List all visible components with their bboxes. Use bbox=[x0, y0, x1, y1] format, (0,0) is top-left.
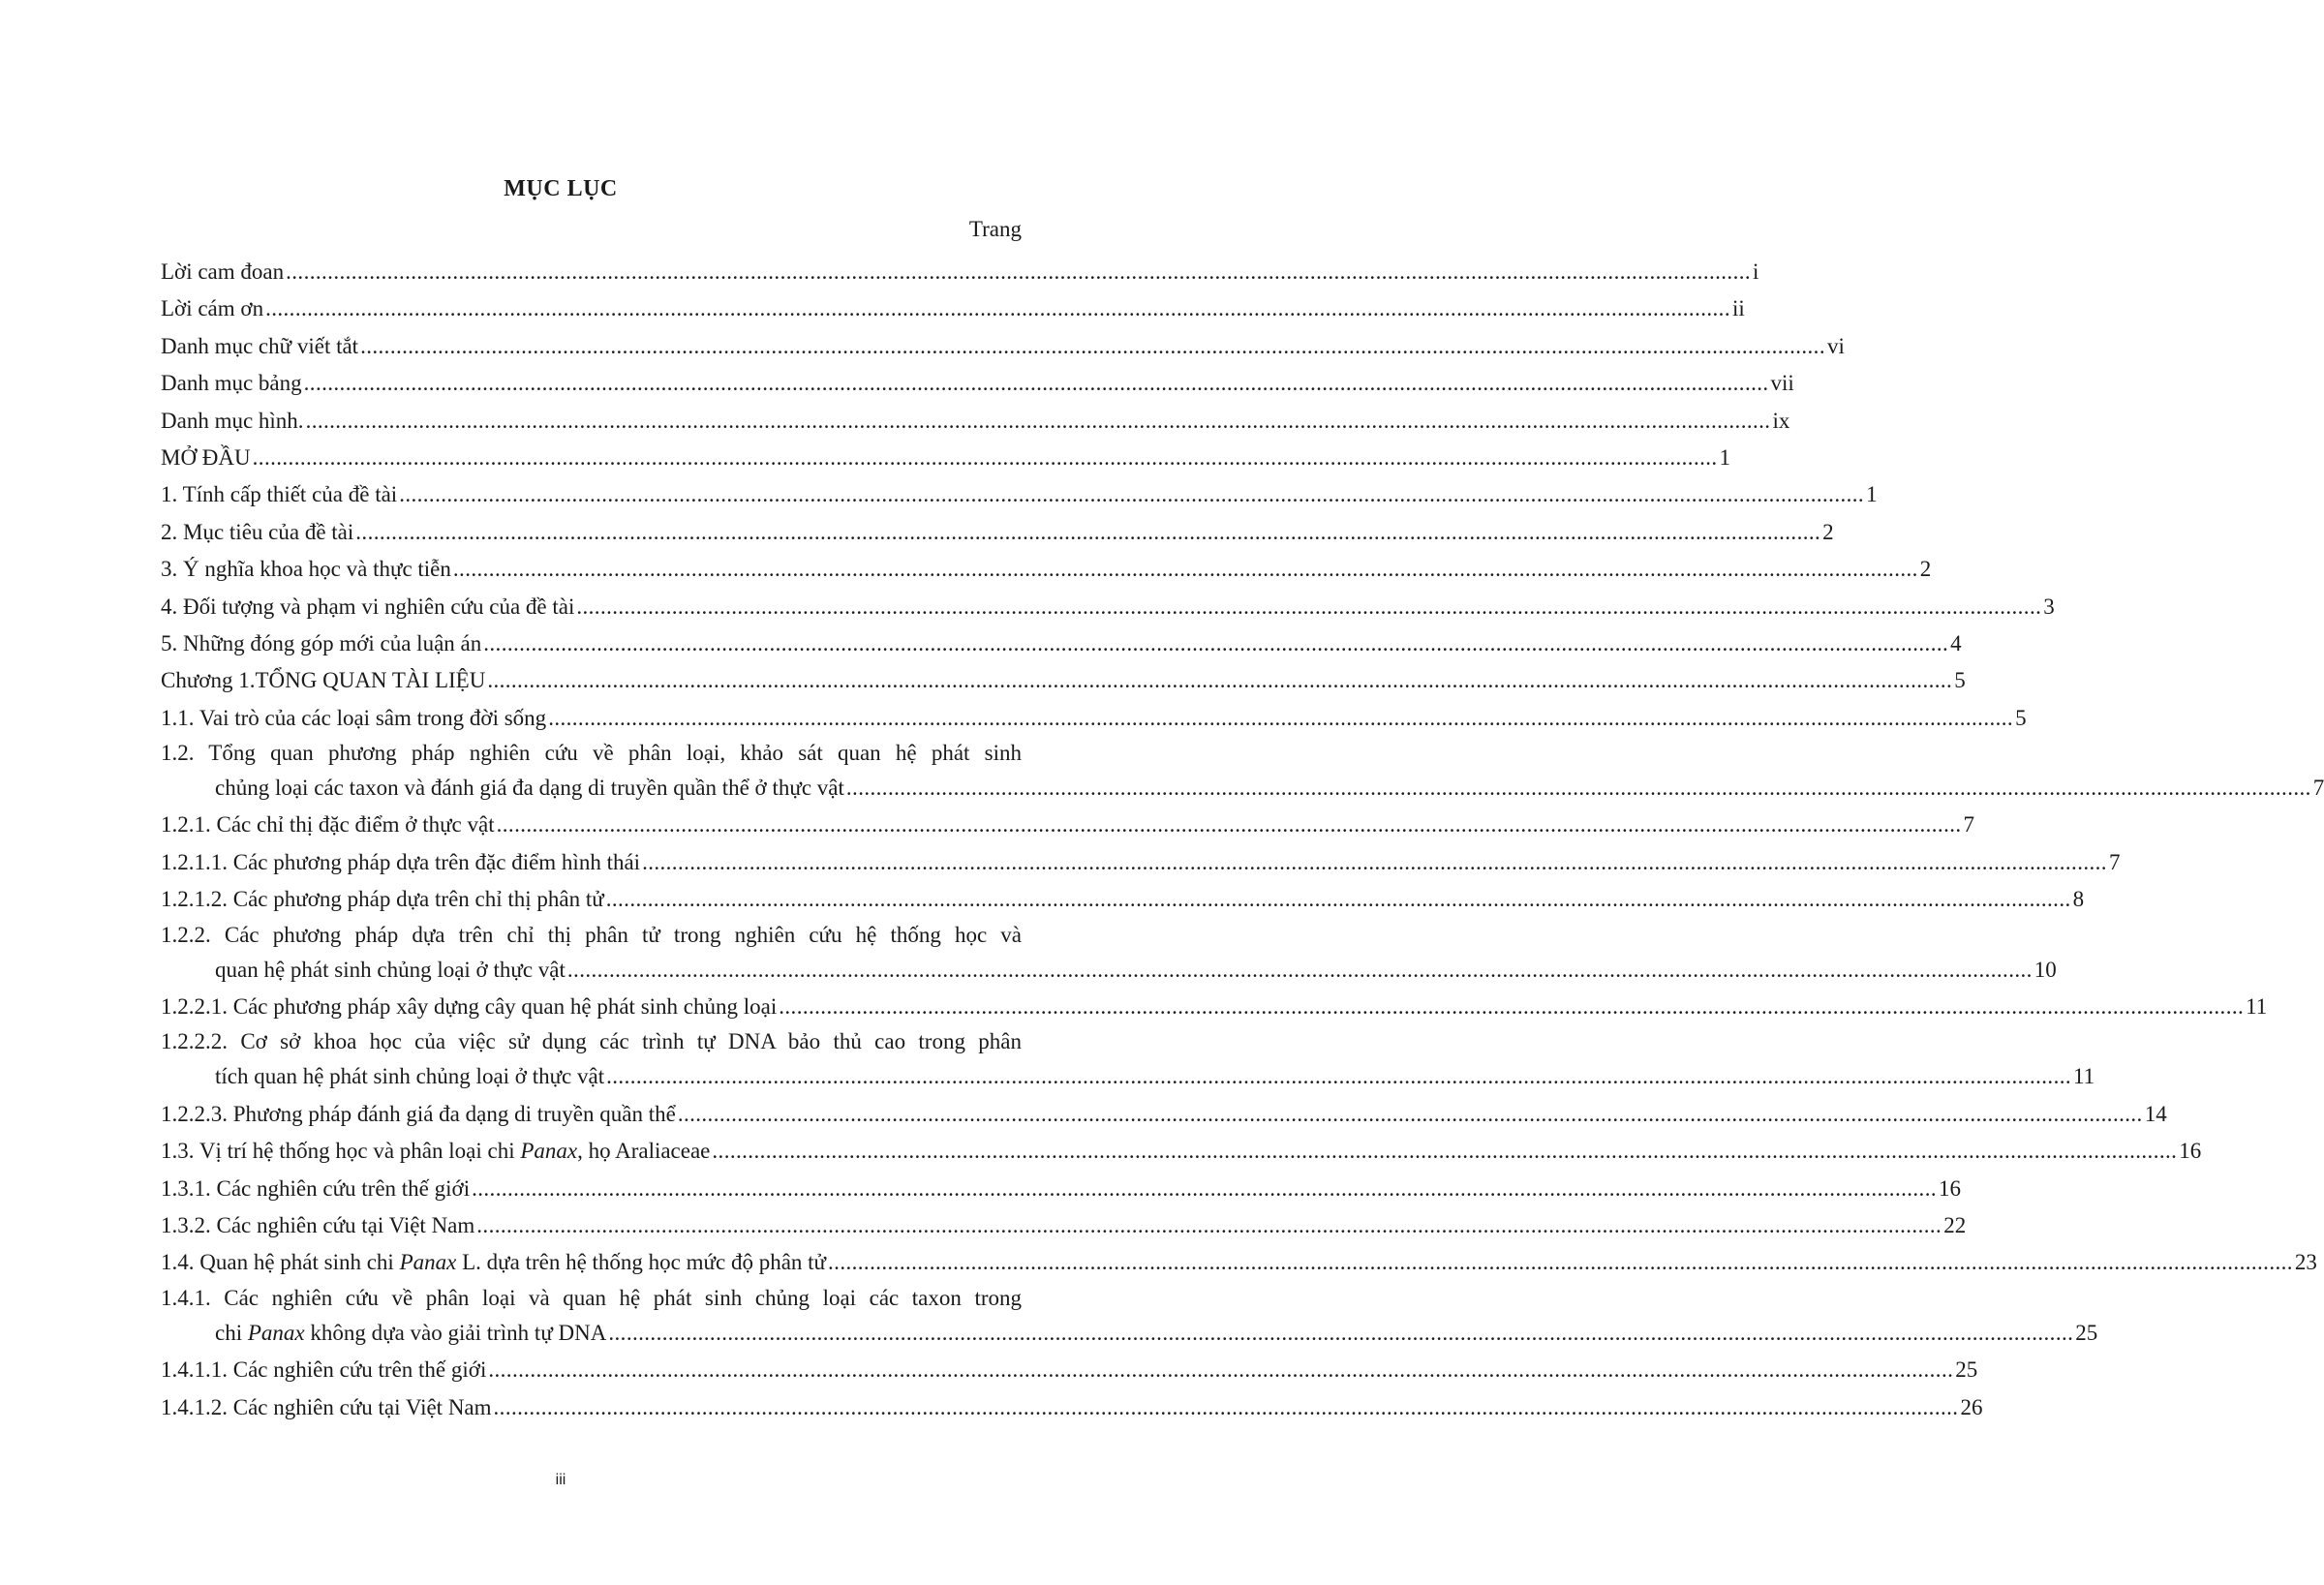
toc-entry[interactable] bbox=[161, 254, 1759, 290]
toc-entry-title: 1.1. Vai trò của các loại sâm trong đời sống bbox=[161, 705, 547, 730]
dot-leader bbox=[846, 770, 2311, 807]
toc-entry-page: 2 bbox=[1919, 557, 1932, 582]
toc-entry[interactable] bbox=[161, 844, 2121, 881]
toc-entry[interactable] bbox=[161, 807, 1975, 843]
toc-entry-title: 3. Ý nghĩa khoa học và thực tiễn bbox=[161, 557, 451, 582]
dot-leader bbox=[265, 290, 1730, 327]
toc-entry-page: 3 bbox=[2043, 594, 2055, 619]
toc-entry[interactable] bbox=[161, 514, 1834, 551]
page-column-label: Trang bbox=[968, 217, 1022, 241]
toc-entry-page: ii bbox=[1731, 296, 1745, 321]
toc-entry-title bbox=[161, 1244, 826, 1281]
toc-entry-title: 1.4.1.2. Các nghiên cứu tại Việt Nam bbox=[161, 1394, 492, 1419]
toc-entry-page: 22 bbox=[1943, 1212, 1967, 1237]
toc-entry-title-post: không dựa vào giải trình tự DNA bbox=[304, 1320, 607, 1345]
dot-leader bbox=[828, 1244, 2293, 1281]
toc-entry[interactable] bbox=[161, 662, 1966, 699]
toc-entry-title: 1.2.1.1. Các phương pháp dựa trên đặc điểm hình thái bbox=[161, 849, 641, 874]
toc-entry[interactable] bbox=[161, 625, 1962, 662]
toc-entry-title-line1: 1.2.2. Các phương pháp dựa trên chỉ thị phân tử trong nghiên cứu hệ thống học và bbox=[161, 922, 1022, 947]
toc-entry[interactable] bbox=[161, 1389, 1983, 1426]
toc-entry[interactable] bbox=[161, 551, 1932, 588]
toc-entry-page: vi bbox=[1826, 333, 1845, 358]
toc-entry-title: Lời cám ơn bbox=[161, 296, 264, 321]
dot-leader bbox=[399, 476, 1864, 513]
toc-entry-page: 25 bbox=[2075, 1320, 2098, 1345]
toc-entry-page: 25 bbox=[1955, 1357, 1978, 1383]
toc-entry-title: 1.2.1. Các chỉ thị đặc điểm ở thực vật bbox=[161, 812, 495, 838]
genus-name: Panax bbox=[520, 1139, 578, 1164]
toc-entry[interactable] bbox=[161, 1025, 2095, 1095]
dot-leader bbox=[642, 844, 2107, 881]
page-number: iii bbox=[555, 1472, 566, 1488]
toc-entry[interactable] bbox=[161, 365, 1794, 402]
toc-entry[interactable] bbox=[161, 919, 2057, 989]
dot-leader bbox=[606, 1058, 2071, 1095]
toc-entry-title-line1: 1.2. Tổng quan phương pháp nghiên cứu về phân loại, khảo sát quan hệ phát sinh bbox=[161, 741, 1022, 766]
toc-entry-title: Lời cam đoan bbox=[161, 259, 285, 284]
toc-entry-title: 1.2.2.3. Phương pháp đánh giá đa dạng di truyền quần thể bbox=[161, 1101, 676, 1126]
toc-entry-title: 1.3.1. Các nghiên cứu trên thế giới bbox=[161, 1175, 471, 1201]
toc-entry-title: Chương 1.TỔNG QUAN TÀI LIỆU bbox=[161, 668, 486, 693]
dot-leader bbox=[497, 807, 1962, 843]
dot-leader bbox=[576, 589, 2041, 625]
toc-entry[interactable] bbox=[161, 1282, 2098, 1352]
dot-leader bbox=[678, 1096, 2143, 1133]
dot-leader bbox=[567, 952, 2033, 989]
toc-entry[interactable] bbox=[161, 989, 2268, 1025]
dot-leader bbox=[286, 254, 1751, 290]
toc-entry[interactable] bbox=[161, 1133, 2202, 1170]
toc-entry-title: 1.3.2. Các nghiên cứu tại Việt Nam bbox=[161, 1212, 475, 1237]
toc-entry[interactable] bbox=[161, 1244, 2317, 1281]
dot-leader bbox=[355, 514, 1820, 551]
toc-entry-title-pre: chi bbox=[215, 1320, 248, 1345]
dot-leader bbox=[304, 365, 1769, 402]
toc-entry-page: 7 bbox=[2108, 849, 2121, 874]
dot-leader bbox=[488, 1352, 1953, 1388]
toc-entry-page: i bbox=[1753, 259, 1759, 284]
toc-entry-title-pre: 1.4. Quan hệ phát sinh chi bbox=[161, 1250, 400, 1275]
dot-leader bbox=[494, 1389, 1959, 1426]
toc-entry-title: Danh mục chữ viết tắt bbox=[161, 333, 359, 358]
dot-leader bbox=[779, 989, 2244, 1025]
toc-entry[interactable] bbox=[161, 589, 2055, 625]
dot-leader bbox=[472, 1171, 1937, 1207]
toc-entry[interactable] bbox=[161, 737, 2324, 807]
toc-entry-page: 23 bbox=[2294, 1250, 2317, 1275]
toc-entry[interactable] bbox=[161, 1096, 2167, 1133]
dot-leader bbox=[487, 662, 1952, 699]
toc-entry-title-post: , họ Araliaceae bbox=[577, 1139, 711, 1164]
toc-entry-page: 10 bbox=[2034, 957, 2057, 982]
toc-entry-page: 16 bbox=[1939, 1175, 1961, 1201]
toc-entry-page: 11 bbox=[2246, 994, 2268, 1020]
toc-entry-page: 16 bbox=[2179, 1139, 2202, 1164]
toc-entry[interactable] bbox=[161, 403, 1790, 440]
toc-entry-title: 1. Tính cấp thiết của đề tài bbox=[161, 482, 398, 507]
toc-entry-title: Danh mục hình. bbox=[161, 408, 304, 433]
toc-entry[interactable] bbox=[161, 881, 2085, 918]
toc-entry[interactable] bbox=[161, 1207, 1967, 1244]
table-of-contents bbox=[161, 254, 2324, 1426]
dot-leader bbox=[712, 1133, 2177, 1170]
toc-entry[interactable] bbox=[161, 290, 1745, 327]
toc-entry-title: 1.4.1.1. Các nghiên cứu trên thế giới bbox=[161, 1357, 487, 1383]
toc-entry-page: 2 bbox=[1822, 519, 1834, 544]
dot-leader bbox=[360, 328, 1825, 365]
dot-leader bbox=[548, 700, 2013, 737]
toc-entry-title: Danh mục bảng bbox=[161, 371, 302, 396]
toc-entry-page: 5 bbox=[1954, 668, 1966, 693]
toc-entry-page: 5 bbox=[2015, 705, 2027, 730]
toc-entry[interactable] bbox=[161, 700, 2027, 737]
toc-entry-title: 4. Đối tượng và phạm vi nghiên cứu của đề tài bbox=[161, 594, 575, 619]
toc-entry-title-post: L. dựa trên hệ thống học mức độ phân tử bbox=[456, 1250, 827, 1275]
toc-entry-title: MỞ ĐẦU bbox=[161, 444, 251, 470]
toc-entry[interactable] bbox=[161, 328, 1845, 365]
page-title: MỤC LỤC bbox=[504, 176, 618, 201]
toc-entry-title: 1.2.2.1. Các phương pháp xây dựng cây quan hệ phát sinh chủng loại bbox=[161, 994, 778, 1020]
genus-name: Panax bbox=[247, 1320, 305, 1345]
toc-entry-page: 1 bbox=[1719, 444, 1731, 470]
toc-entry-title: 2. Mục tiêu của đề tài bbox=[161, 519, 354, 544]
toc-entry-title bbox=[161, 1133, 710, 1170]
genus-name: Panax bbox=[399, 1250, 457, 1275]
toc-entry-title-pre: 1.3. Vị trí hệ thống học và phân loại chi bbox=[161, 1139, 521, 1164]
dot-leader bbox=[606, 881, 2071, 918]
toc-entry-title: 1.2.1.2. Các phương pháp dựa trên chỉ thị phân tử bbox=[161, 887, 604, 912]
toc-entry-page: 7 bbox=[1963, 812, 1975, 838]
toc-entry-page: 8 bbox=[2072, 887, 2085, 912]
dot-leader bbox=[483, 625, 1948, 662]
toc-entry-page: 14 bbox=[2144, 1101, 2167, 1126]
dot-leader bbox=[453, 551, 1918, 588]
toc-entry-page: 7 bbox=[2312, 776, 2324, 801]
toc-entry-page: ix bbox=[1772, 408, 1790, 433]
toc-entry-page: 4 bbox=[1950, 630, 1962, 655]
toc-entry-page: 26 bbox=[1960, 1394, 1983, 1419]
dot-leader bbox=[253, 440, 1718, 476]
toc-entry[interactable] bbox=[161, 476, 1878, 513]
dot-leader bbox=[306, 403, 1771, 440]
toc-entry-title-line1: 1.2.2.2. Cơ sở khoa học của việc sử dụng các trình tự DNA bảo thủ cao trong phân bbox=[161, 1029, 1022, 1054]
toc-entry-title: 5. Những đóng góp mới của luận án bbox=[161, 630, 482, 655]
toc-entry[interactable] bbox=[161, 440, 1731, 476]
dot-leader bbox=[608, 1315, 2073, 1352]
toc-entry-title-line1: 1.4.1. Các nghiên cứu về phân loại và quan hệ phát sinh chủng loại các taxon trong bbox=[161, 1285, 1022, 1310]
toc-entry-title-line2: quan hệ phát sinh chủng loại ở thực vật bbox=[215, 957, 566, 982]
toc-entry-page: vii bbox=[1770, 371, 1794, 396]
toc-entry-title-line2: chủng loại các taxon và đánh giá đa dạng di truyền quần thể ở thực vật bbox=[215, 776, 844, 801]
dot-leader bbox=[476, 1207, 1942, 1244]
toc-entry-title-line2: tích quan hệ phát sinh chủng loại ở thực vật bbox=[215, 1064, 605, 1089]
toc-entry-page: 11 bbox=[2073, 1064, 2095, 1089]
toc-entry[interactable] bbox=[161, 1171, 1961, 1207]
toc-entry-title-line2 bbox=[215, 1315, 606, 1352]
toc-entry[interactable] bbox=[161, 1352, 1978, 1388]
toc-entry-page: 1 bbox=[1866, 482, 1878, 507]
